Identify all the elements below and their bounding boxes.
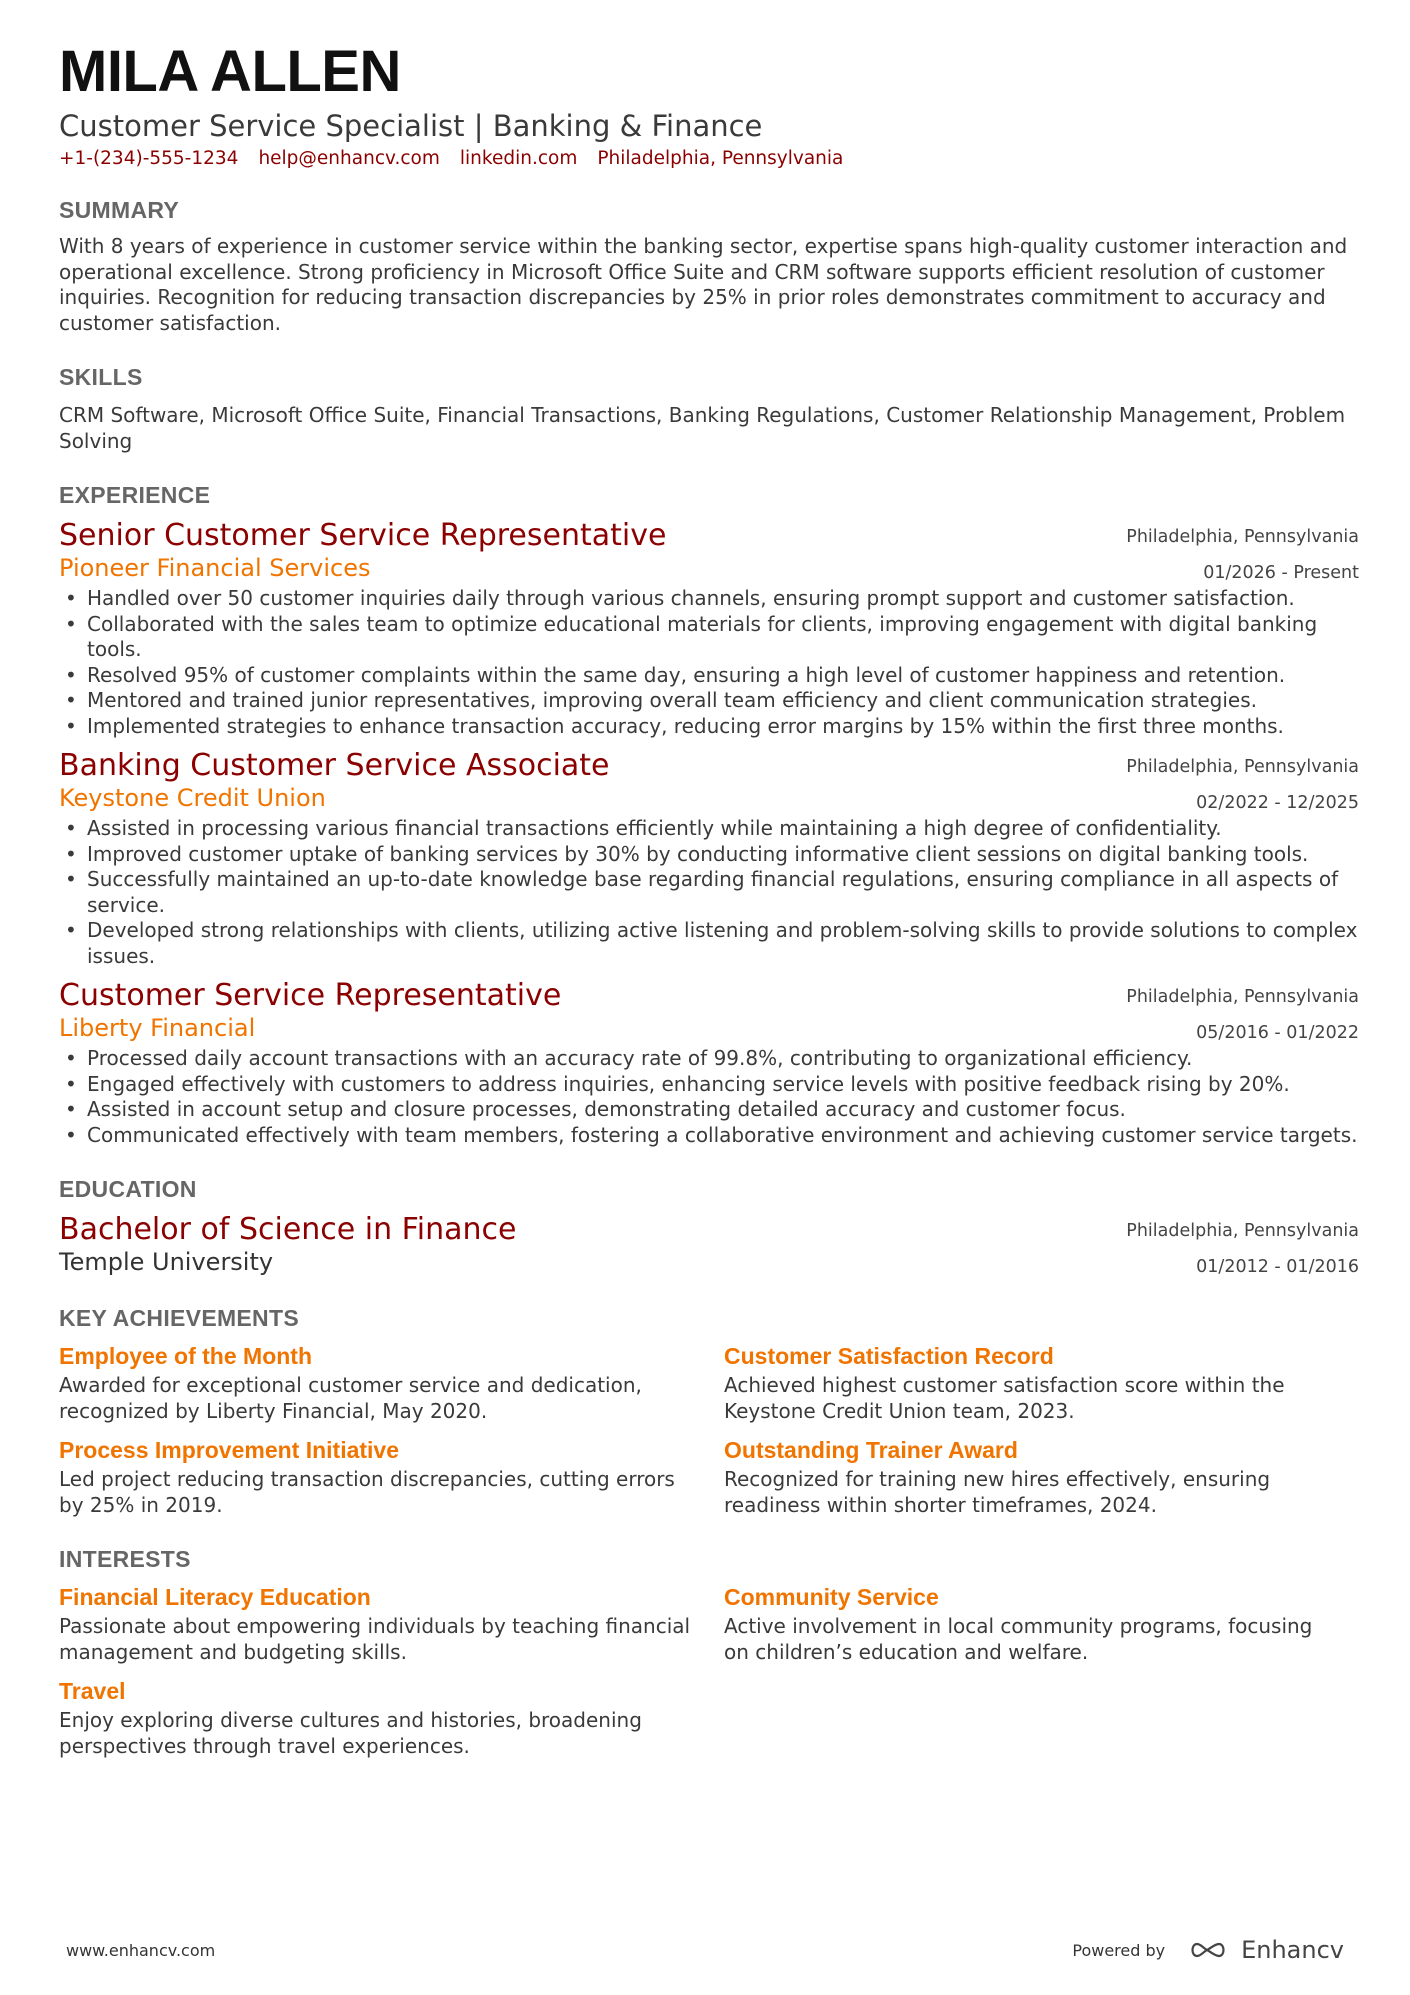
achievement-title: Outstanding Trainer Award <box>724 1437 1018 1464</box>
interests-heading: INTERESTS <box>59 1546 191 1573</box>
page-footer <box>66 1935 1344 1965</box>
interest-title: Travel <box>59 1678 126 1705</box>
job-location: Philadelphia, Pennsylvania <box>1126 757 1359 778</box>
interest-title: Community Service <box>724 1584 939 1611</box>
interest-item <box>724 1581 1359 1665</box>
job-bullet: • Assisted in processing various financial transactions efficiently while maintaining a high degree of confidentiality. <box>59 816 1359 842</box>
job-bullets <box>59 816 1359 969</box>
contact-line <box>59 148 1359 169</box>
job-entry <box>59 979 1359 1148</box>
job-location: Philadelphia, Pennsylvania <box>1126 987 1359 1008</box>
resume-page <box>59 40 1359 1769</box>
job-bullet: • Collaborated with the sales team to optimize educational materials for clients, improving engagement with digital banking tools. <box>59 612 1359 663</box>
achievements-grid <box>59 1340 1359 1528</box>
email-link[interactable]: help@enhancv.com <box>258 148 440 170</box>
job-company: Pioneer Financial Services <box>59 554 371 583</box>
summary-text: With 8 years of experience in customer service within the banking sector, expertise spans high-quality customer interaction and operational excellence. Strong proficiency in Microsoft Office Suite and CRM software supports efficient resolution of customer inquiries. Recognition for reducing transaction discrepancies by 25% in prior roles demonstrates commitment to accuracy and customer satisfaction. <box>59 234 1348 335</box>
brand-name: Enhancv <box>1241 1936 1344 1964</box>
education-entry <box>59 1213 1359 1277</box>
education-degree: Bachelor of Science in Finance <box>59 1212 517 1248</box>
job-meta <box>1126 979 1359 1051</box>
education-location: Philadelphia, Pennsylvania <box>1126 1221 1359 1242</box>
job-bullet: • Successfully maintained an up-to-date knowledge base regarding financial regulations, ensuring compliance in all aspects of service. <box>59 867 1359 918</box>
job-title: Customer Service Representative <box>59 978 562 1014</box>
interests-grid <box>59 1581 1359 1769</box>
interest-desc: Enjoy exploring diverse cultures and histories, broadening perspectives through travel experiences. <box>59 1708 642 1758</box>
summary-heading: SUMMARY <box>59 197 180 224</box>
candidate-headline: Customer Service Specialist | Banking & Finance <box>59 108 763 143</box>
brand-logo[interactable] <box>1189 1936 1344 1964</box>
achievement-item <box>59 1340 724 1424</box>
job-bullet: • Communicated effectively with team members, fostering a collaborative environment and achieving customer service targets. <box>59 1123 1359 1149</box>
job-bullet: • Developed strong relationships with clients, utilizing active listening and problem-solving skills to provide solutions to complex issues. <box>59 918 1359 969</box>
linkedin-link[interactable]: linkedin.com <box>459 148 578 170</box>
skills-text: CRM Software, Microsoft Office Suite, Financial Transactions, Banking Regulations, Customer Relationship Management, Problem Solving <box>59 403 1346 453</box>
powered-by <box>1072 1936 1344 1964</box>
interest-desc: Passionate about empowering individuals by teaching financial management and budgeting skills. <box>59 1614 691 1664</box>
enhancv-logo-icon <box>1189 1938 1233 1962</box>
job-title: Senior Customer Service Representative <box>59 518 667 554</box>
job-bullets <box>59 586 1359 739</box>
achievement-title: Customer Satisfaction Record <box>724 1343 1054 1370</box>
job-bullet: • Handled over 50 customer inquiries daily through various channels, ensuring prompt support and customer satisfaction. <box>59 586 1359 612</box>
achievement-desc: Awarded for exceptional customer service and dedication, recognized by Liberty Financial, May 2020. <box>59 1373 642 1423</box>
job-dates: 01/2026 - Present <box>1203 563 1359 584</box>
interest-item <box>59 1675 724 1759</box>
location-text: Philadelphia, Pennsylvania <box>597 148 844 170</box>
job-bullet: • Improved customer uptake of banking services by 30% by conducting informative client sessions on digital banking tools. <box>59 842 1359 868</box>
interest-desc: Active involvement in local community programs, focusing on children’s education and welfare. <box>724 1614 1313 1664</box>
achievement-item <box>59 1434 724 1518</box>
job-bullet: • Resolved 95% of customer complaints within the same day, ensuring a high level of customer happiness and retention. <box>59 663 1359 689</box>
footer-website-link[interactable]: www.enhancv.com <box>66 1940 216 1960</box>
powered-by-label: Powered by <box>1072 1940 1166 1960</box>
achievement-desc: Led project reducing transaction discrepancies, cutting errors by 25% in 2019. <box>59 1467 675 1517</box>
achievement-item <box>724 1340 1359 1424</box>
experience-heading: EXPERIENCE <box>59 482 211 509</box>
interest-item <box>59 1581 724 1665</box>
job-location: Philadelphia, Pennsylvania <box>1126 527 1359 548</box>
job-bullet: • Assisted in account setup and closure processes, demonstrating detailed accuracy and customer focus. <box>59 1097 1359 1123</box>
job-bullet: • Engaged effectively with customers to address inquiries, enhancing service levels with positive feedback rising by 20%. <box>59 1072 1359 1098</box>
achievement-title: Employee of the Month <box>59 1343 312 1370</box>
achievements-heading: KEY ACHIEVEMENTS <box>59 1305 299 1332</box>
candidate-name: MILA ALLEN <box>59 39 401 104</box>
achievement-desc: Achieved highest customer satisfaction score within the Keystone Credit Union team, 2023. <box>724 1373 1285 1423</box>
job-entry <box>59 519 1359 739</box>
job-meta <box>1126 749 1359 821</box>
achievement-title: Process Improvement Initiative <box>59 1437 400 1464</box>
skills-heading: SKILLS <box>59 364 143 391</box>
education-heading: EDUCATION <box>59 1176 197 1203</box>
achievement-item <box>724 1434 1359 1518</box>
interest-title: Financial Literacy Education <box>59 1584 371 1611</box>
job-bullets <box>59 1046 1359 1148</box>
job-entry <box>59 749 1359 969</box>
phone-link[interactable]: +1-(234)-555-1234 <box>59 148 239 170</box>
education-school: Temple University <box>59 1248 274 1277</box>
job-meta <box>1126 519 1359 591</box>
job-company: Keystone Credit Union <box>59 784 326 813</box>
achievement-desc: Recognized for training new hires effectively, ensuring readiness within shorter timeframes, 2024. <box>724 1467 1271 1517</box>
job-dates: 05/2016 - 01/2022 <box>1196 1023 1359 1044</box>
job-company: Liberty Financial <box>59 1014 256 1043</box>
job-title: Banking Customer Service Associate <box>59 748 610 784</box>
job-dates: 02/2022 - 12/2025 <box>1196 793 1359 814</box>
job-bullet: • Processed daily account transactions with an accuracy rate of 99.8%, contributing to organizational efficiency. <box>59 1046 1359 1072</box>
education-dates: 01/2012 - 01/2016 <box>1196 1257 1359 1278</box>
job-bullet: • Implemented strategies to enhance transaction accuracy, reducing error margins by 15% within the first three months. <box>59 714 1359 740</box>
education-meta <box>1126 1213 1359 1285</box>
job-bullet: • Mentored and trained junior representatives, improving overall team efficiency and client communication strategies. <box>59 688 1359 714</box>
